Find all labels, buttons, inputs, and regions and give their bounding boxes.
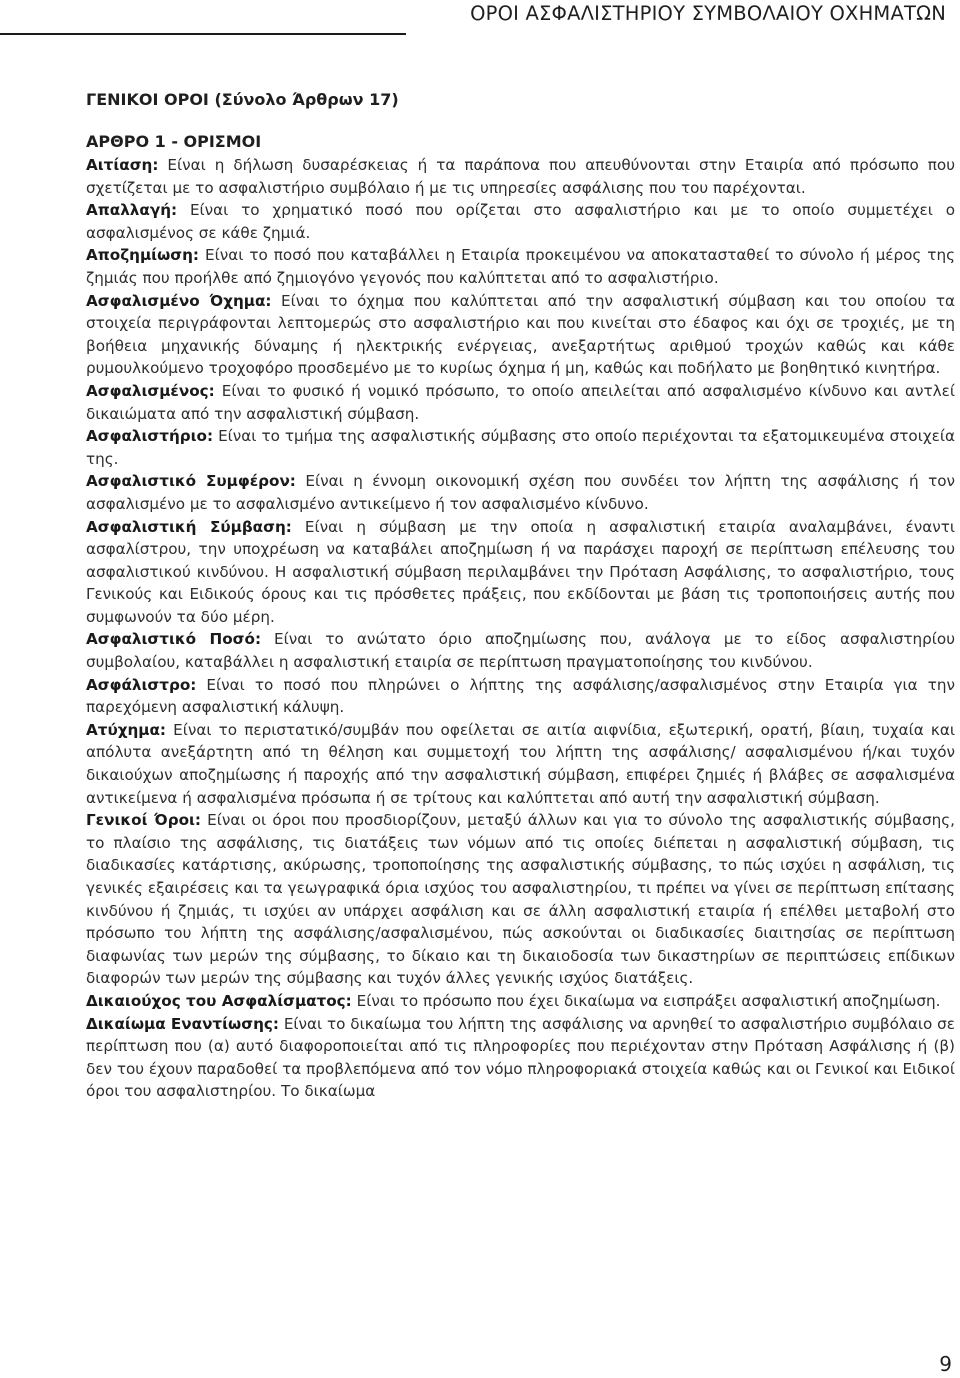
definition-text: Είναι το φυσικό ή νομικό πρόσωπο, το οποίο απειλείται από ασφαλισμένο κίνδυνο και αντλεί δικαιώματα από την ασφαλιστική σύμβαση. bbox=[86, 381, 955, 423]
definition-text: Είναι το ποσό που πληρώνει ο λήπτης της ασφάλισης/ασφαλισμένος στην Εταιρία για την παρεχόμενη ασφαλιστική κάλυψη. bbox=[86, 675, 955, 717]
definition-text: Είναι το τμήμα της ασφαλιστικής σύμβασης στο οποίο περιέχονται τα εξατομικευμένα στοιχεία της. bbox=[86, 427, 955, 468]
definition-term: Δικαιούχος του Ασφαλίσματος: bbox=[86, 991, 352, 1010]
definition-text: Είναι το ανώτατο όριο αποζημίωσης που, ανάλογα με το είδος ασφαλιστηρίου συμβολαίου, καταβάλλει η ασφαλιστική εταιρία σε περίπτωση πραγματοποίησης του κινδύνου. bbox=[86, 630, 955, 672]
definition-text: Είναι οι όροι που προσδιορίζουν, μεταξύ άλλων και για το σύνολο της ασφαλιστικής σύμβασης, το πλαίσιο της ασφάλισης, τις διατάξεις των νόμων από τις οποίες διέπεται η ασφαλιστική σύμβαση, τις διαδικασίες κατάρτισης, ακύρωσης, τροποποίησης της ασφαλιστικής σύμβασης, το πώς ισχύει η ασφάλιση, τις γενικές εξαιρέσεις και τα γεωγραφικά όρια ισχύος του ασφαλιστηρίου, τι πρέπει να γίνει σε περίπτωση επίτασης κινδύνου ή ζημιάς, τι ισχύει αν υπάρχει ασφάλιση και σε άλλη ασφαλιστική εταιρία ή επέλθει μεταβολή στο πρόσωπο του λήπτη της ασφάλισης/ασφαλισμένου, πώς ασκούνται οι διαδικασίες διαιτησίας σε περίπτωση διαφωνίας των μερών της σύμβασης, το δίκαιο και τη δικαιοδοσία των δικαστηρίων σε περιπτώσεις επίδικων διαφορών των μερών της σύμβασης και τυχόν άλλες γενικής ισχύος διατάξεις. bbox=[86, 811, 955, 988]
definition-term: Αιτίαση: bbox=[86, 156, 159, 174]
definition-text: Είναι η σύμβαση με την οποία η ασφαλιστική εταιρία αναλαμβάνει, έναντι ασφαλίστρου, την υποχρέωση να καταβάλει αποζημίωση ή να παράσχει παροχή σε περίπτωση επέλευσης του ασφαλιστικού κινδύνου. Η ασφαλιστική σύμβαση περιλαμβάνει την Πρόταση Ασφάλισης, το ασφαλιστήριο, τους Γενικούς και Ειδικούς όρους και τις πρόσθετες πράξεις, που εκδίδονται με βάση τις τροποποιήσεις αυτής που συμφωνούν τα δύο μέρη. bbox=[86, 517, 955, 626]
section-title: ΓΕΝΙΚΟΙ ΟΡΟΙ (Σύνολο Άρθρων 17) bbox=[86, 90, 399, 109]
definition-text: Είναι η έννομη οικονομική σχέση που συνδέει τον λήπτη της ασφάλισης ή τον ασφαλισμένο με το ασφαλισμένο αντικείμενο ή τον ασφαλισμένο κίνδυνο. bbox=[86, 472, 955, 513]
definition-term: Απαλλαγή: bbox=[86, 201, 178, 220]
definition-term: Ασφαλιστική Σύμβαση: bbox=[86, 517, 292, 536]
definition-term: Ασφαλισμένος: bbox=[86, 381, 215, 400]
definition-paragraph bbox=[86, 154, 955, 199]
definition-term: Δικαίωμα Εναντίωσης: bbox=[86, 1014, 279, 1033]
definition-term: Ασφαλισμένο Όχημα: bbox=[86, 291, 272, 310]
page-body bbox=[86, 88, 955, 1103]
definition-term: Αποζημίωση: bbox=[86, 246, 199, 265]
definition-paragraph bbox=[86, 674, 955, 719]
definition-term: Ασφαλιστικό Συμφέρον: bbox=[86, 472, 296, 491]
definition-paragraph bbox=[86, 1013, 955, 1103]
definition-paragraph bbox=[86, 809, 955, 990]
definition-paragraph bbox=[86, 290, 955, 380]
definition-text: Είναι το όχημα που καλύπτεται από την ασφαλιστική σύμβαση και του οποίου τα στοιχεία περιγράφονται λεπτομερώς στο ασφαλιστήριο και που κινείται στο έδαφος και όχι σε τροχιές, με τη βοήθεια μηχανικής δύναμης ή ηλεκτρικής ενέργειας, ανεξαρτήτως αριθμού τροχών καθώς και κάθε ρυμουλκούμενο τροχοφόρο προσδεμένο με το κυρίως όχημα ή μη, καθώς και ποδήλατο με βοηθητικό κινητήρα. bbox=[86, 291, 955, 378]
definition-paragraph bbox=[86, 470, 955, 515]
definition-paragraph bbox=[86, 628, 955, 673]
running-header: ΟΡΟΙ ΑΣΦΑΛΙΣΤΗΡΙΟΥ ΣΥΜΒΟΛΑΙΟΥ ΟΧΗΜΑΤΩΝ bbox=[470, 2, 946, 25]
definition-term: Ασφαλιστικό Ποσό: bbox=[86, 630, 262, 649]
definition-paragraph bbox=[86, 516, 955, 629]
definition-term: Γενικοί Όροι: bbox=[86, 811, 201, 830]
definition-text: Είναι η δήλωση δυσαρέσκειας ή τα παράπονα που απευθύνονται στην Εταιρία από πρόσωπο που σχετίζεται με το ασφαλιστήριο συμβόλαιο ή με τις υπηρεσίες ασφάλισης που του παρέχονται. bbox=[86, 156, 955, 197]
article-title: ΑΡΘΡΟ 1 - ΟΡΙΣΜΟΙ bbox=[86, 132, 262, 151]
header-rule bbox=[0, 33, 406, 35]
definition-text: Είναι το περιστατικό/συμβάν που οφείλεται σε αιτία αιφνίδια, εξωτερική, ορατή, βίαιη, τυχαία και απόλυτα ανεξάρτητη από τη θέληση και συμμετοχή του λήπτη της ασφάλισης/ ασφαλισμένου ή/και τυχόν δικαιούχων αποζημίωσης ή παροχής από την ασφαλιστική σύμβαση, επιφέρει ζημιές ή βλάβες σε ασφαλισμένα αντικείμενα ή ασφαλισμένα πρόσωπα ή σε τρίτους και καλύπτεται από αυτή την ασφαλιστική σύμβαση. bbox=[86, 720, 955, 807]
definition-paragraph bbox=[86, 199, 955, 244]
definition-term: Ασφάλιστρο: bbox=[86, 675, 197, 694]
definition-term: Ασφαλιστήριο: bbox=[86, 427, 214, 446]
definition-term: Ατύχημα: bbox=[86, 720, 166, 739]
definition-text: Είναι το δικαίωμα του λήπτη της ασφάλισης να αρνηθεί το ασφαλιστήριο συμβόλαιο σε περίπτωση που (α) αυτό διαφοροποιείται από τις πληροφορίες που περιέχονταν στην Πρόταση Ασφάλισης ή (β) δεν του έχουν παραδοθεί τα προβλεπόμενα από τον νόμο πληροφοριακά στοιχεία καθώς και οι Γενικοί και Ειδικοί όροι του ασφαλιστηρίου. Το δικαίωμα bbox=[86, 1014, 956, 1101]
definition-paragraph bbox=[86, 425, 955, 470]
definition-paragraph bbox=[86, 380, 955, 425]
definition-text: Είναι το χρηματικό ποσό που ορίζεται στο ασφαλιστήριο και με το οποίο συμμετέχει ο ασφαλισμένος σε κάθε ζημιά. bbox=[86, 201, 955, 242]
definition-text: Είναι το πρόσωπο που έχει δικαίωμα να εισπράξει ασφαλιστική αποζημίωση. bbox=[351, 991, 941, 1010]
definition-paragraph bbox=[86, 719, 955, 809]
definition-paragraph bbox=[86, 244, 955, 289]
definition-paragraph bbox=[86, 990, 955, 1013]
definition-text: Είναι το ποσό που καταβάλλει η Εταιρία προκειμένου να αποκατασταθεί το σύνολο ή μέρος της ζημιάς που προήλθε από ζημιογόνο γεγονός που καλύπτεται από το ασφαλιστήριο. bbox=[86, 246, 955, 287]
page-number: 9 bbox=[939, 1352, 952, 1376]
